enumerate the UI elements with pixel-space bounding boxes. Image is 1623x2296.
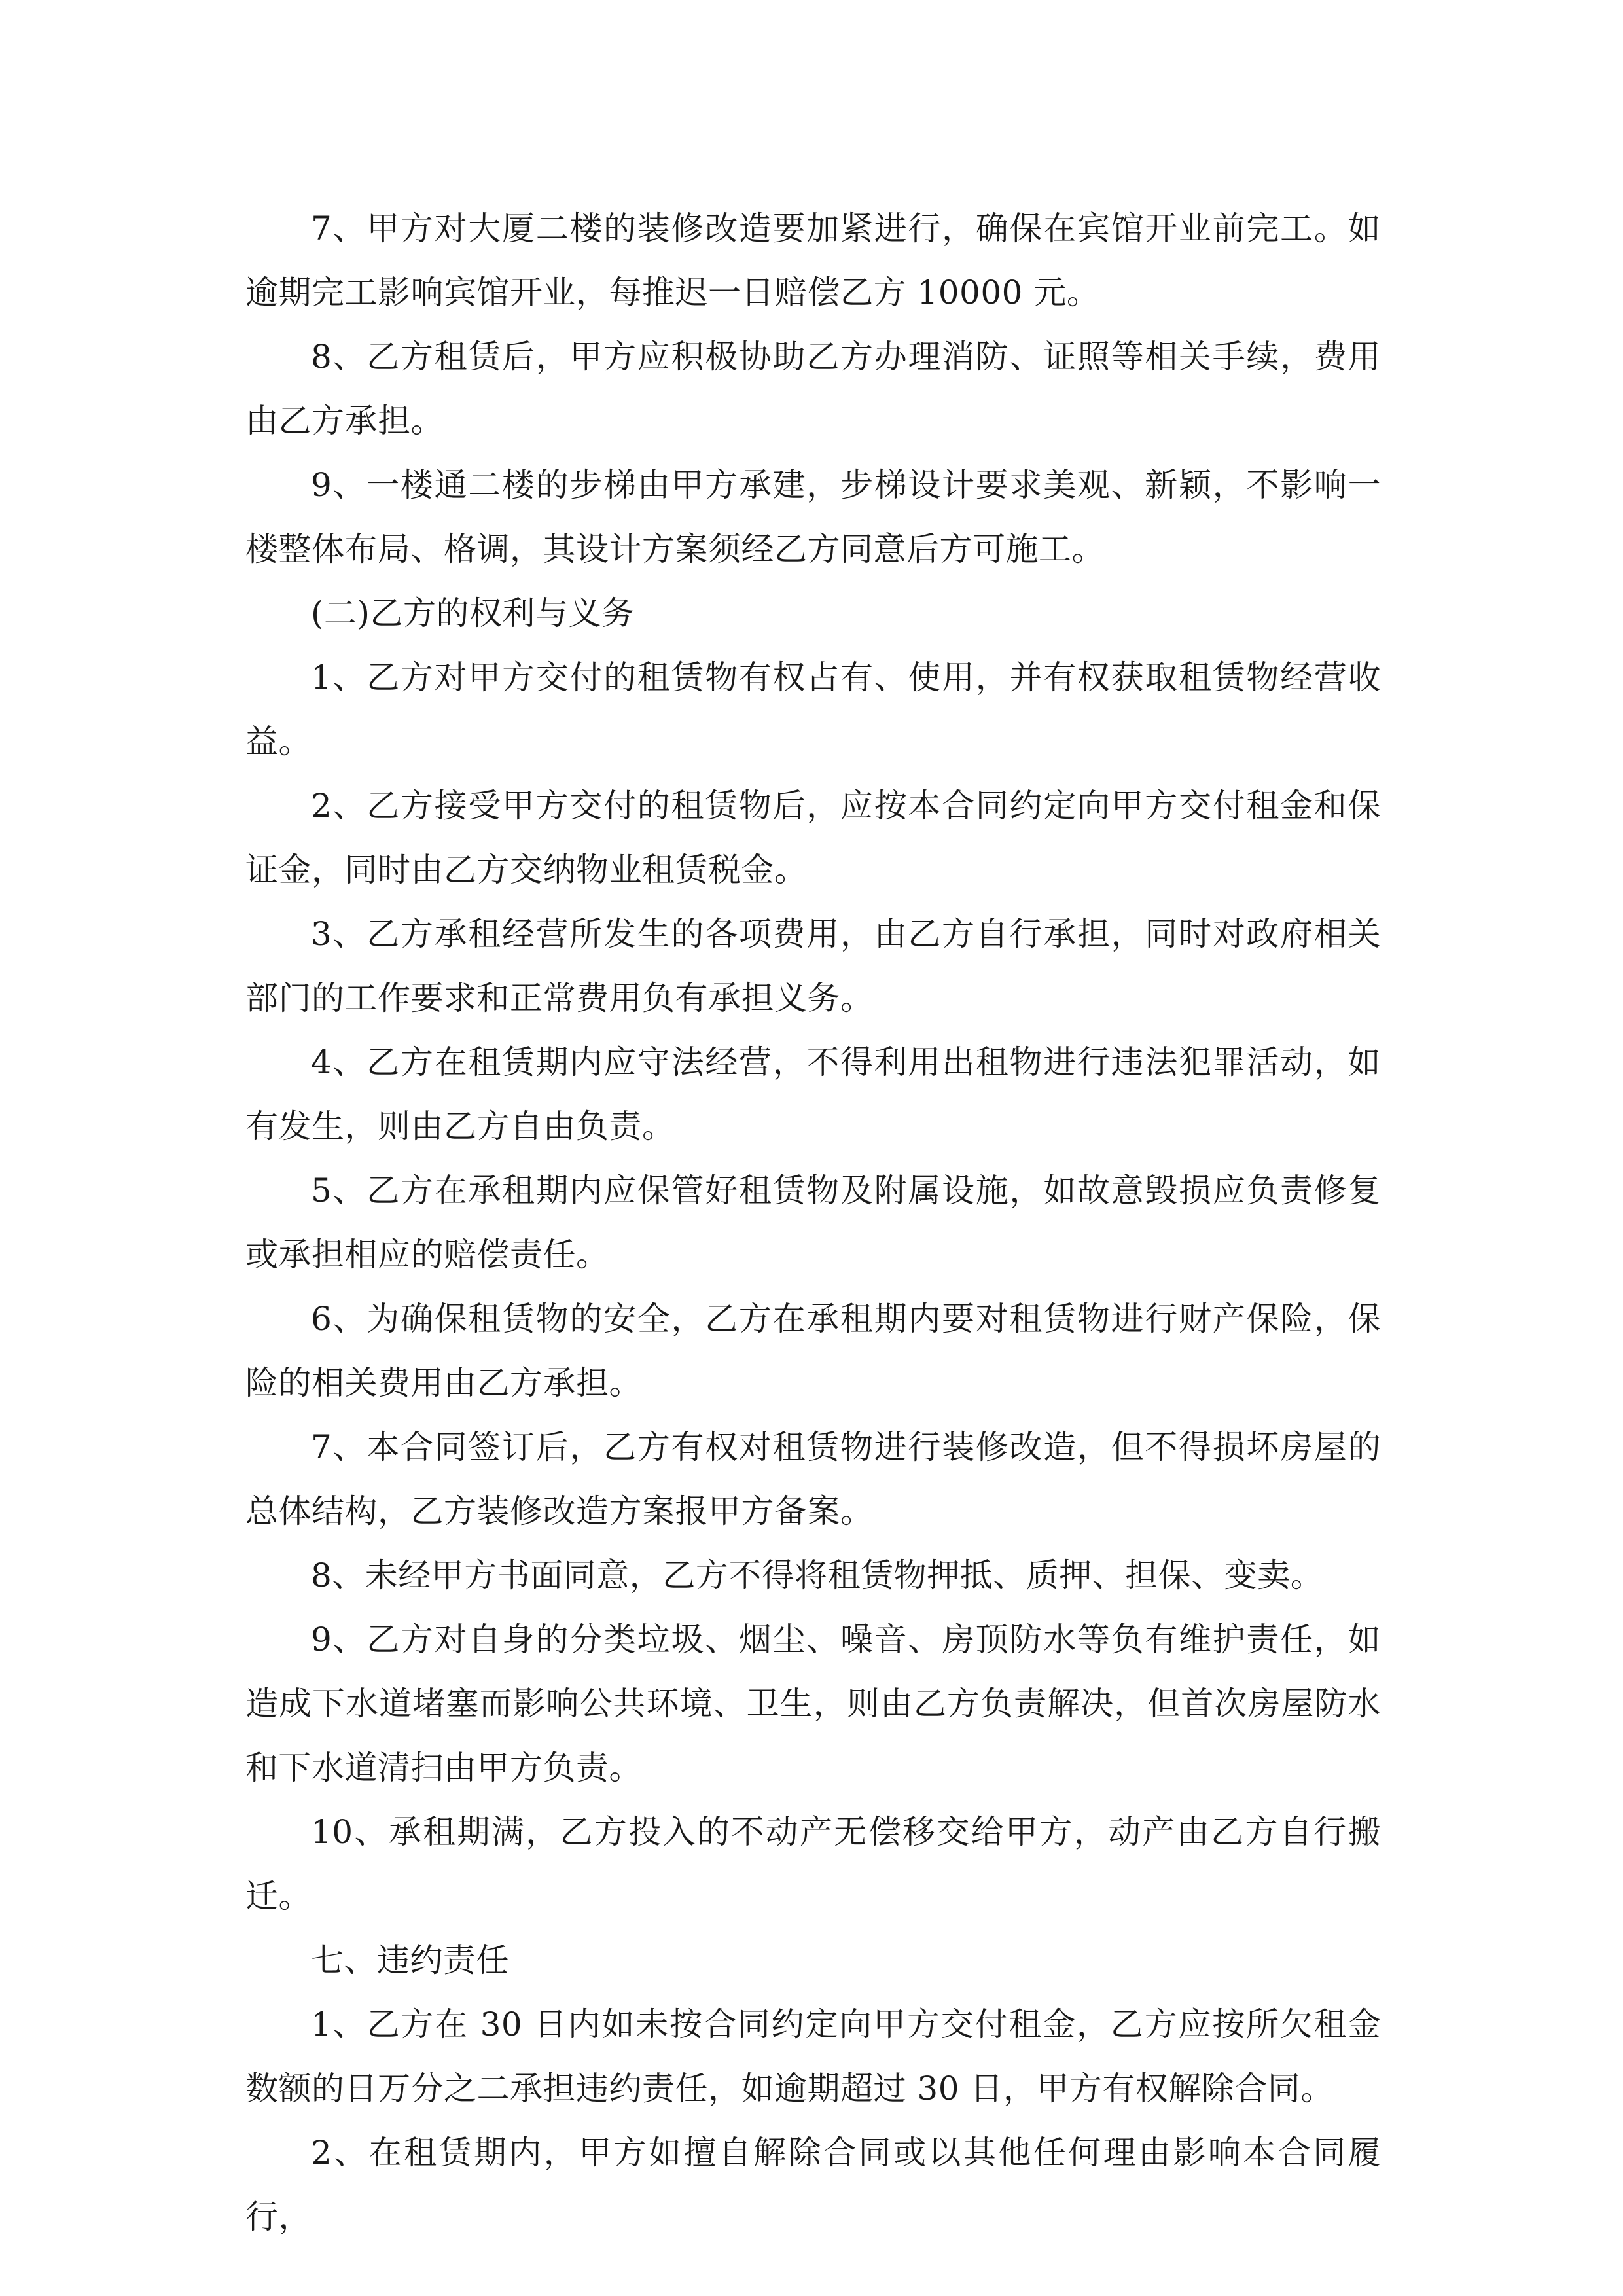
section-heading-breach-liability: 七、违约责任: [311, 1941, 509, 1979]
paragraph-clause-10-party-b: 10、承租期满，乙方投入的不动产无偿移交给甲方，动产由乙方自行搬迁。: [245, 1813, 1381, 1915]
paragraph-clause-8-party-a: 8、乙方租赁后，甲方应积极协助乙方办理消防、证照等相关手续，费用由乙方承担。: [245, 338, 1381, 440]
paragraph-breach-clause-1: 1、乙方在 30 日内如未按合同约定向甲方交付租金，乙方应按所欠租金数额的日万分之二承担违约责任，如逾期超过 30 日，甲方有权解除合同。: [245, 2005, 1381, 2108]
paragraph-clause-9-party-a: 9、一楼通二楼的步梯由甲方承建，步梯设计要求美观、新颖，不影响一楼整体布局、格调，其设计方案须经乙方同意后方可施工。: [245, 466, 1381, 568]
section-heading-party-b-rights: (二)乙方的权利与义务: [311, 594, 635, 632]
paragraph-breach-clause-2: 2、在租赁期内，甲方如擅自解除合同或以其他任何理由影响本合同履行，: [245, 2134, 1381, 2236]
paragraph-clause-3-party-b: 3、乙方承租经营所发生的各项费用，由乙方自行承担，同时对政府相关部门的工作要求和正常费用负有承担义务。: [245, 915, 1381, 1017]
paragraph-clause-5-party-b: 5、乙方在承租期内应保管好租赁物及附属设施，如故意毁损应负责修复或承担相应的赔偿责任。: [245, 1172, 1381, 1274]
paragraph-clause-8-party-b: 8、未经甲方书面同意，乙方不得将租赁物押抵、质押、担保、变卖。: [311, 1556, 1324, 1594]
paragraph-clause-4-party-b: 4、乙方在租赁期内应守法经营，不得利用出租物进行违法犯罪活动，如有发生，则由乙方自由负责。: [245, 1043, 1381, 1145]
paragraph-clause-7-party-b: 7、本合同签订后，乙方有权对租赁物进行装修改造，但不得损坏房屋的总体结构，乙方装修改造方案报甲方备案。: [245, 1428, 1381, 1530]
paragraph-clause-1-party-b: 1、乙方对甲方交付的租赁物有权占有、使用，并有权获取租赁物经营收益。: [245, 658, 1381, 761]
paragraph-clause-6-party-b: 6、为确保租赁物的安全，乙方在承租期内要对租赁物进行财产保险，保险的相关费用由乙方承担。: [245, 1300, 1381, 1402]
paragraph-clause-2-party-b: 2、乙方接受甲方交付的租赁物后，应按本合同约定向甲方交付租金和保证金，同时由乙方交纳物业租赁税金。: [245, 787, 1381, 889]
paragraph-clause-7-party-a: 7、甲方对大厦二楼的装修改造要加紧进行，确保在宾馆开业前完工。如逾期完工影响宾馆开业，每推迟一日赔偿乙方 10000 元。: [245, 209, 1381, 312]
paragraph-clause-9-party-b: 9、乙方对自身的分类垃圾、烟尘、噪音、房顶防水等负有维护责任，如造成下水道堵塞而影响公共环境、卫生，则由乙方负责解决，但首次房屋防水和下水道清扫由甲方负责。: [245, 1621, 1381, 1787]
document-body: [245, 196, 1381, 2249]
